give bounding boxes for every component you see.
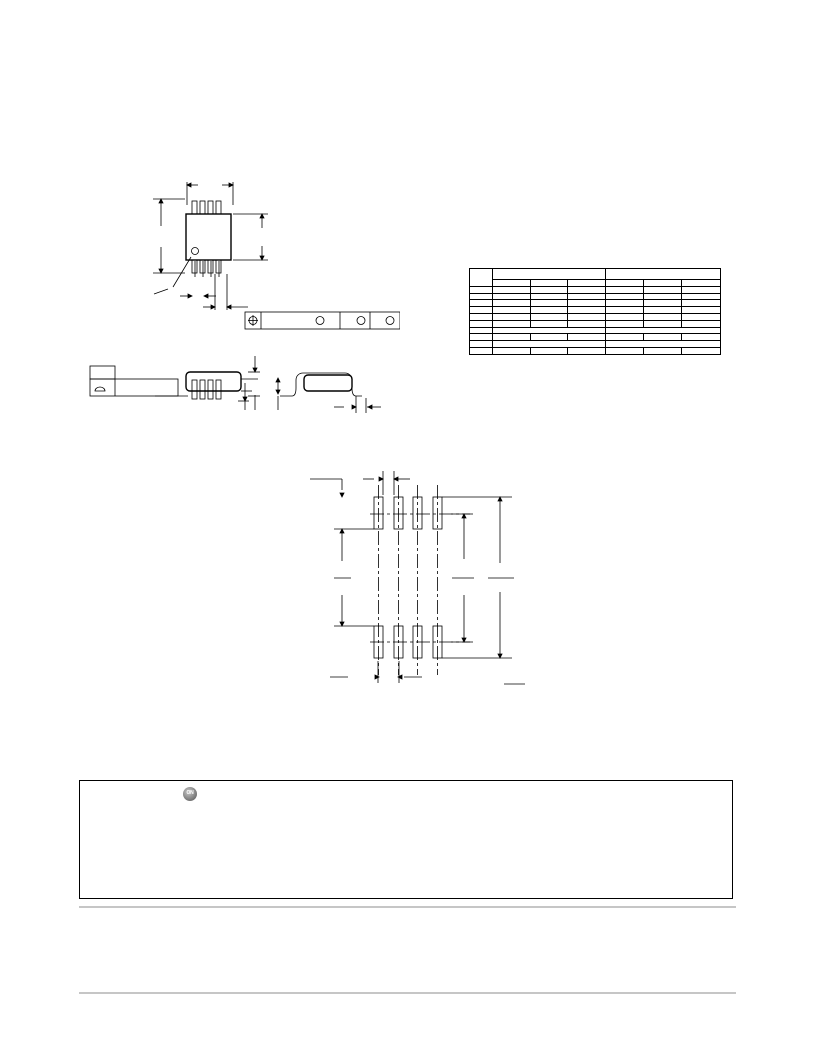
logo-text: ON xyxy=(186,790,194,796)
pad-center-lines xyxy=(370,485,473,675)
end-view xyxy=(276,373,381,413)
footprint-pads-bottom xyxy=(374,626,442,658)
datum-frame xyxy=(90,366,188,396)
footer-rule-bottom xyxy=(79,992,736,994)
feature-control-frame xyxy=(245,312,400,329)
on-semiconductor-logo-icon xyxy=(183,787,197,801)
footer-rule-top xyxy=(79,906,736,908)
footprint-pads-top xyxy=(374,497,442,529)
top-view xyxy=(153,182,268,310)
ordering-information-box xyxy=(79,780,733,899)
dimension-table xyxy=(469,268,721,355)
side-view xyxy=(186,356,260,410)
soldering-footprint-drawing xyxy=(300,465,530,695)
package-outline-drawing xyxy=(80,170,400,420)
